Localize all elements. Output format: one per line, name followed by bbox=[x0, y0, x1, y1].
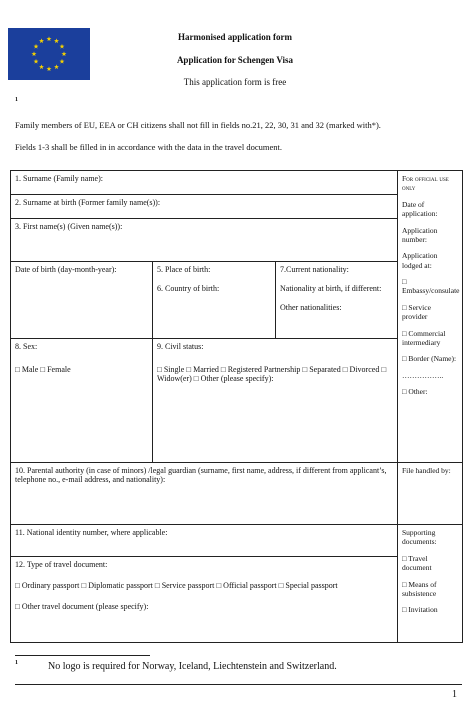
fields-note: Fields 1-3 shall be filled in in accordance with the data in the travel document. bbox=[15, 142, 282, 152]
other-checkbox[interactable]: □ Other: bbox=[402, 387, 428, 396]
country-of-birth-label: 6. Country of birth: bbox=[157, 284, 220, 293]
civil-status-options[interactable]: □ Single □ Married □ Registered Partnership □ Separated □ Divorced □ Widow(er) □ Other (please specify): bbox=[157, 365, 387, 383]
eu-flag-icon bbox=[8, 28, 90, 80]
border-dots: …………….. bbox=[402, 370, 444, 380]
civil-status-label: 9. Civil status: bbox=[157, 342, 204, 351]
surname-at-birth-field[interactable] bbox=[11, 195, 398, 219]
birth-place-field[interactable] bbox=[153, 262, 276, 339]
file-handled-cell bbox=[398, 463, 463, 525]
travel-document-checkbox[interactable]: □ Travel document bbox=[402, 553, 432, 573]
footnote-marker: 1 bbox=[15, 97, 18, 103]
footnote-text: No logo is required for Norway, Iceland, Liechtenstein and Switzerland. bbox=[48, 661, 337, 672]
embassy-checkbox[interactable]: □ Embassy/consulate bbox=[402, 277, 460, 296]
date-of-birth-label: Date of birth (day-month-year): bbox=[15, 265, 117, 274]
footnote-divider bbox=[15, 655, 150, 656]
page-bottom-divider bbox=[15, 684, 462, 685]
page-number: 1 bbox=[452, 689, 457, 700]
official-use-column-top bbox=[398, 171, 463, 463]
parental-authority-field[interactable] bbox=[11, 463, 398, 525]
other-nationalities-label: Other nationalities: bbox=[280, 303, 342, 312]
means-of-subsistence-checkbox[interactable]: □ Means of subsistence bbox=[402, 579, 437, 598]
place-of-birth-label: 5. Place of birth: bbox=[157, 265, 211, 274]
first-name-field[interactable] bbox=[11, 219, 398, 262]
date-of-birth-field[interactable] bbox=[11, 262, 153, 339]
file-handled-label: File handled by: bbox=[402, 466, 451, 475]
surname-field[interactable] bbox=[11, 171, 398, 195]
invitation-checkbox[interactable]: □ Invitation bbox=[402, 605, 438, 615]
other-travel-document-option[interactable]: □ Other travel document (please specify): bbox=[15, 602, 149, 611]
commercial-intermediary-checkbox[interactable]: □ Commercial intermediary bbox=[402, 328, 446, 347]
service-provider-checkbox[interactable]: □ Service provider bbox=[402, 302, 431, 322]
application-number-label: Application number: bbox=[402, 225, 438, 244]
current-nationality-label: 7.Current nationality: bbox=[280, 265, 349, 274]
nationality-at-birth-label: Nationality at birth, if different: bbox=[280, 284, 382, 293]
parental-authority-label: 10. Parental authority (in case of minors) /legal guardian (surname, first name, address, if different from applicant’s, telephone no., e-mail address, and nationality): bbox=[15, 466, 387, 484]
free-note: This application form is free bbox=[183, 77, 287, 87]
supporting-documents-label: Supporting documents: bbox=[402, 528, 437, 547]
border-checkbox[interactable]: □ Border (Name): bbox=[402, 354, 457, 364]
civil-status-field[interactable] bbox=[153, 339, 398, 463]
surname-at-birth-label: 2. Surname at birth (Former family name(s)): bbox=[15, 198, 161, 207]
application-form-table bbox=[10, 170, 463, 643]
travel-document-options[interactable]: □ Ordinary passport □ Diplomatic passport □ Service passport □ Official passport □ Special passport bbox=[15, 581, 338, 590]
national-id-label: 11. National identity number, where applicable: bbox=[15, 528, 168, 537]
supporting-documents-cell bbox=[398, 525, 463, 643]
surname-label: 1. Surname (Family name): bbox=[15, 174, 103, 183]
form-subtitle: Application for Schengen Visa bbox=[176, 55, 294, 65]
lodged-at-label: Application lodged at: bbox=[402, 251, 438, 270]
sex-options[interactable]: □ Male □ Female bbox=[15, 365, 71, 374]
form-title: Harmonised application form bbox=[178, 32, 292, 42]
travel-document-field[interactable] bbox=[11, 557, 398, 643]
nationality-field[interactable] bbox=[276, 262, 398, 339]
first-name-label: 3. First name(s) (Given name(s)): bbox=[15, 222, 123, 231]
sex-field[interactable] bbox=[11, 339, 153, 463]
official-use-heading: For official use only bbox=[402, 174, 449, 193]
national-id-field[interactable] bbox=[11, 525, 398, 557]
footnote-number: 1 bbox=[15, 660, 18, 666]
travel-document-label: 12. Type of travel document: bbox=[15, 560, 108, 569]
family-note: Family members of EU, EEA or CH citizens shall not fill in fields no.21, 22, 30, 31 and 32 (marked with*). bbox=[15, 120, 381, 130]
date-of-application-label: Date of application: bbox=[402, 199, 438, 219]
sex-label: 8. Sex: bbox=[15, 342, 38, 351]
